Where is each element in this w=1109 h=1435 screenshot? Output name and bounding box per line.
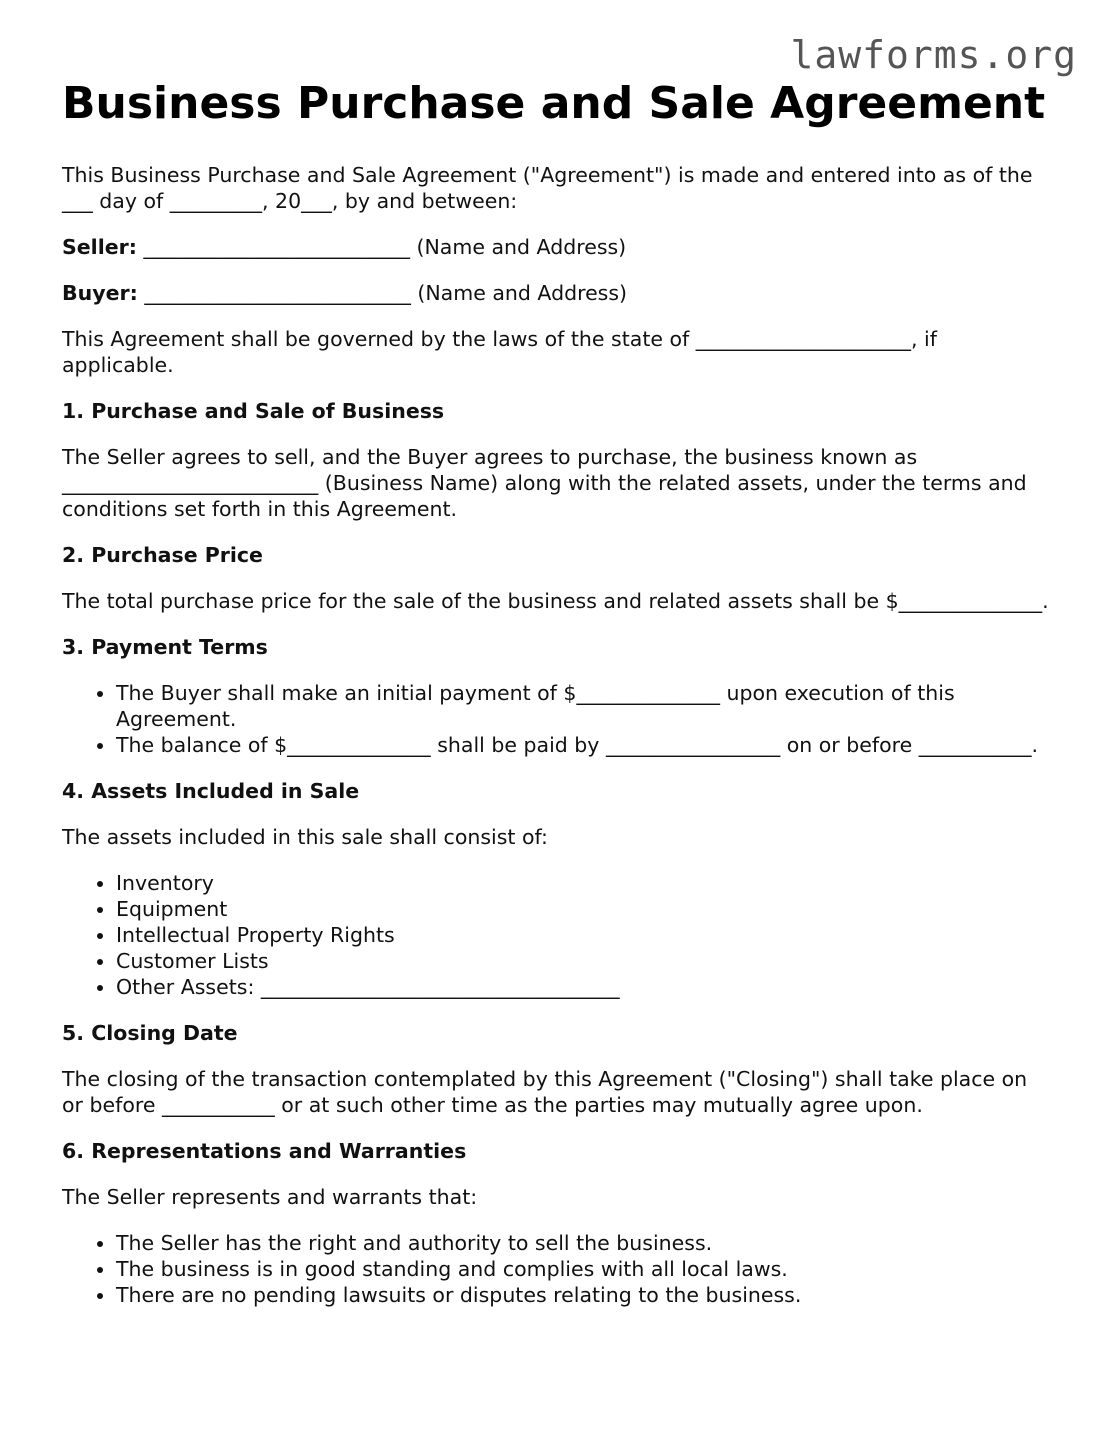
list-item: • The balance of $______________ shall be paid by _________________ on or before ___________. bbox=[116, 732, 1052, 758]
section-heading-2: 2. Purchase Price bbox=[62, 543, 263, 567]
seller-line bbox=[62, 234, 1052, 260]
section-body-2: The total purchase price for the sale of the business and related assets shall be $______________. bbox=[62, 589, 1049, 613]
section-heading-4: 4. Assets Included in Sale bbox=[62, 779, 360, 803]
document-body bbox=[62, 78, 1052, 1328]
list-item: • There are no pending lawsuits or disputes relating to the business. bbox=[116, 1282, 1052, 1308]
section-body-1: The Seller agrees to sell, and the Buyer agrees to purchase, the business known as _________________________ (Business Name) along with the related assets, under the terms and conditions set forth in this Agreement. bbox=[62, 445, 1027, 521]
list-item: • Customer Lists bbox=[116, 948, 1052, 974]
section-heading-3: 3. Payment Terms bbox=[62, 635, 268, 659]
list-item: • Inventory bbox=[116, 870, 1052, 896]
list-item: • The Seller has the right and authority to sell the business. bbox=[116, 1230, 1052, 1256]
payment-terms-list bbox=[62, 680, 1052, 758]
intro-paragraph: This Business Purchase and Sale Agreement ("Agreement") is made and entered into as of the ___ day of _________, 20___, by and between: bbox=[62, 163, 1033, 213]
governing-law-paragraph: This Agreement shall be governed by the laws of the state of _____________________, if applicable. bbox=[62, 327, 937, 377]
seller-blank: __________________________ (Name and Address) bbox=[136, 235, 627, 259]
warranties-list bbox=[62, 1230, 1052, 1308]
site-watermark: lawforms.org bbox=[790, 33, 1077, 77]
list-item: • Other Assets: ___________________________________ bbox=[116, 974, 1052, 1000]
list-item: • The business is in good standing and complies with all local laws. bbox=[116, 1256, 1052, 1282]
buyer-label: Buyer: bbox=[62, 281, 138, 305]
list-item: • The Buyer shall make an initial payment of $______________ upon execution of this Agreement. bbox=[116, 680, 1052, 732]
seller-label: Seller: bbox=[62, 235, 137, 259]
buyer-blank: __________________________ (Name and Address) bbox=[137, 281, 628, 305]
list-item: • Intellectual Property Rights bbox=[116, 922, 1052, 948]
section-heading-5: 5. Closing Date bbox=[62, 1021, 238, 1045]
section-body-5: The closing of the transaction contemplated by this Agreement ("Closing") shall take place on or before ___________ or at such other time as the parties may mutually agree upon. bbox=[62, 1067, 1028, 1117]
section-body-4: The assets included in this sale shall consist of: bbox=[62, 825, 548, 849]
assets-list bbox=[62, 870, 1052, 1000]
list-item: • Equipment bbox=[116, 896, 1052, 922]
buyer-line bbox=[62, 280, 1052, 306]
document-title: Business Purchase and Sale Agreement bbox=[62, 78, 1046, 129]
section-heading-1: 1. Purchase and Sale of Business bbox=[62, 399, 445, 423]
section-body-6: The Seller represents and warrants that: bbox=[62, 1185, 478, 1209]
section-heading-6: 6. Representations and Warranties bbox=[62, 1139, 467, 1163]
